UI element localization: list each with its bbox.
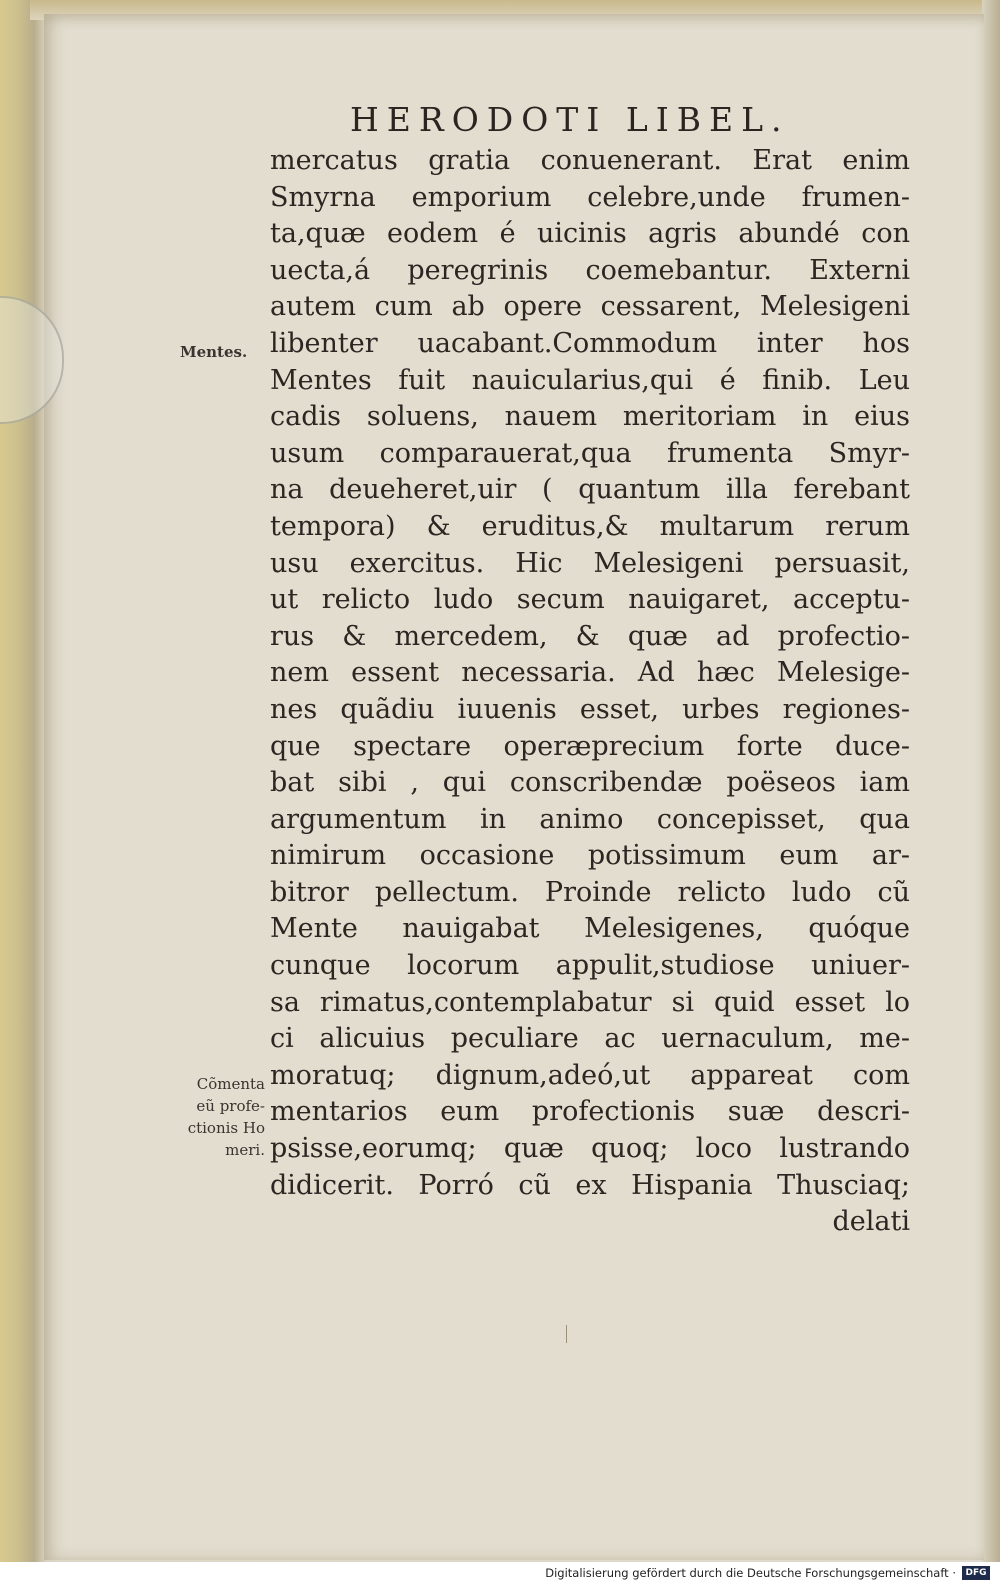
text-line: argumentum in animo concepisset, qua	[270, 803, 910, 835]
body-text	[270, 143, 910, 1241]
text-line: delati	[832, 1206, 910, 1238]
text-line: bitror pellectum. Proinde relicto ludo cũ	[270, 876, 910, 908]
text-line: usum comparauerat,qua frumenta Smyr-	[270, 437, 910, 469]
text-line: ci alicuius peculiare ac uernaculum, me-	[270, 1023, 910, 1055]
text-line: nes quãdiu iuuenis esset, urbes regiones-	[270, 693, 910, 725]
text-line: moratuq; dignum,adeó,ut appareat com	[270, 1059, 910, 1091]
text-line: bat sibi , qui conscribendæ poëseos iam	[270, 767, 910, 799]
digitization-footer	[0, 1562, 1000, 1585]
text-line: cunque locorum appulit,studiose uniuer-	[270, 950, 910, 982]
text-line: cadis soluens, nauem meritoriam in eius	[270, 401, 910, 433]
page-right-edge	[982, 0, 1000, 1562]
text-line: nimirum occasione potissimum eum ar-	[270, 840, 910, 872]
text-line: autem cum ab opere cessarent, Melesigeni	[270, 291, 910, 323]
margin-note-line: ctionis Ho	[187, 1119, 265, 1137]
margin-note-comenta	[160, 1073, 265, 1161]
text-line: usu exercitus. Hic Melesigeni persuasit,	[270, 547, 910, 579]
text-line: libenter uacabant.Commodum inter hos	[270, 327, 910, 359]
text-line: Mente nauigabat Melesigenes, quóque	[270, 913, 910, 945]
text-line: mercatus gratia conuenerant. Erat enim	[270, 145, 910, 176]
text-line: tempora) & eruditus,& multarum rerum	[270, 510, 910, 542]
pencil-mark	[566, 1325, 567, 1343]
text-line: Smyrna emporium celebre,unde frumen-	[270, 181, 910, 213]
footer-credit: Digitalisierung gefördert durch die Deutsche Forschungsgemeinschaft ·	[545, 1566, 956, 1580]
text-line: mentarios eum profectionis suæ descri-	[270, 1096, 910, 1128]
text-line: psisse,eorumq; quæ quoq; loco lustrando	[270, 1133, 910, 1165]
running-head: HERODOTI LIBEL.	[350, 100, 790, 139]
text-line: didicerit. Porró cũ ex Hispania Thusciaq;	[270, 1169, 910, 1201]
dfg-logo-icon: DFG	[962, 1566, 990, 1580]
text-line: nem essent necessaria. Ad hæc Melesige-	[270, 657, 910, 689]
margin-note-line: Cõmenta	[196, 1075, 265, 1093]
text-line: uecta,á peregrinis coemebantur. Externi	[270, 254, 910, 286]
margin-note-mentes: Mentes.	[180, 343, 248, 361]
text-line: na deueheret,uir ( quantum illa ferebant	[270, 474, 910, 506]
margin-note-line: meri.	[225, 1141, 265, 1159]
text-line: rus & mercedem, & quæ ad profectio-	[270, 620, 910, 652]
text-line: ut relicto ludo secum nauigaret, acceptu-	[270, 584, 910, 616]
text-line: sa rimatus,contemplabatur si quid esset lo	[270, 986, 910, 1018]
text-line: que spectare operæprecium forte duce-	[270, 730, 910, 762]
margin-note-line: eũ profe-	[196, 1097, 265, 1115]
text-line: ta,quæ eodem é uicinis agris abundé con	[270, 218, 910, 250]
text-line: Mentes fuit nauicularius,qui é finib. Leu	[270, 364, 910, 396]
